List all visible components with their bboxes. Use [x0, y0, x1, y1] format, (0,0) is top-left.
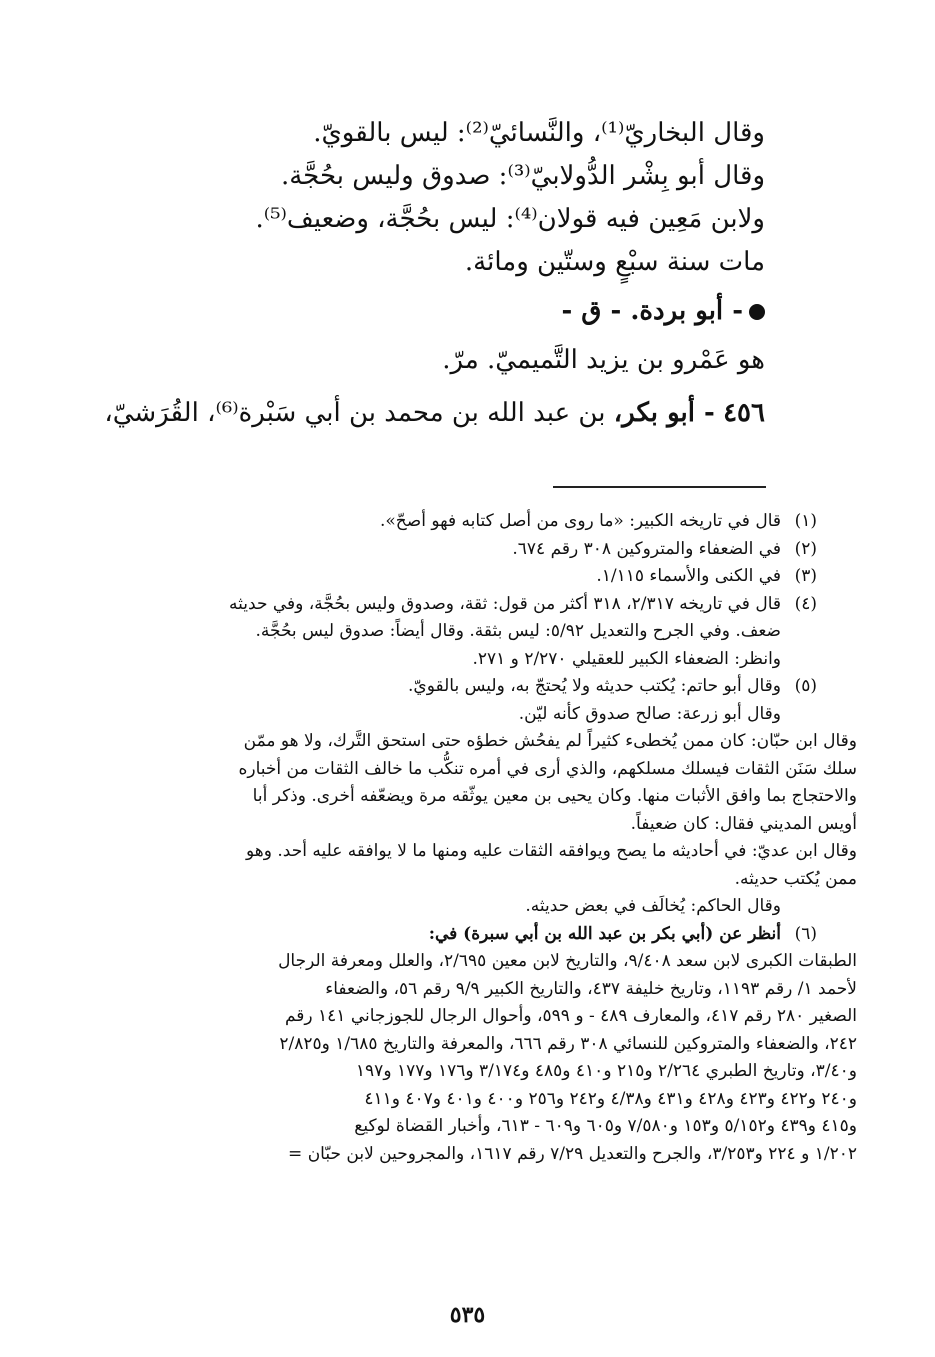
footnote-number: (٣) [794, 566, 817, 586]
footnote-line [134, 728, 857, 756]
footnote-line [134, 563, 817, 591]
footnote-line [134, 893, 817, 921]
entry-number: ٤٥٦ [723, 398, 765, 428]
page-number: ٥٣٥ [449, 1302, 486, 1328]
footnote-separator [553, 486, 766, 488]
footnote-text: وقال الحاكم: يُخالَف في بعض حديثه. [525, 896, 781, 916]
footnote-text: الطبقات الكبرى لابن سعد ٩/٤٠٨، والتاريخ لابن معين ٢/٦٩٥، والعلل ومعرفة الرجال [278, 951, 857, 971]
bullet-heading-text: - أبو بردة. - ق - [561, 296, 743, 326]
footnote-text: قال في تاريخه ٢/٣١٧، ٣١٨ أكثر من قول: ثقة، وصدوق وليس بحُجَّة، وفي حديثه [229, 593, 781, 614]
footnote-text: في الضعفاء والمتروكين ٣٠٨ رقم ٦٧٤. [512, 538, 781, 559]
main-line: مات سنة سبْعٍ وستّين ومائة. [464, 247, 765, 277]
footnote-text: و٤١٥ و٤٣٩ و٥/١٥٢ و١٥٣ و٧/٥٨٠ و٦٠٥ و٦٠٩ - ٦١٣، وأخبار القضاة لوكيع [354, 1116, 857, 1136]
footnote-text: أويس المديني فقال: كان ضعيفاً. [630, 813, 857, 834]
footnote-text: والاحتجاج بما وافق الأثبات منها. وكان يحيى بن معين يوثّقه مرة ويضعّفه أخرى. وذكر أبا [252, 786, 857, 806]
footnote-line [134, 673, 817, 701]
footnote-text: وانظر: الضعفاء الكبير للعقيلي ٢/٢٧٠ و ٢٧١. [472, 648, 781, 669]
footnote-text: سلك سَنَن الثقات فيسلك مسلكهم، والذي أرى في أمره تنكُّب ما خالف الثقات من أخباره [238, 758, 857, 779]
main-line: وقال أبو بِشْر الدُّولابيّ⁽³⁾: صدوق وليس بحُجَّة. [280, 161, 765, 191]
footnote-number: (٤) [794, 593, 817, 614]
footnote-line [134, 618, 817, 646]
footnote-line [134, 1058, 857, 1086]
footnote-line [134, 921, 817, 949]
footnote-line [134, 1141, 857, 1169]
footnotes [134, 508, 857, 1168]
footnote-text: ضعف. وفي الجرح والتعديل ٥/٩٢: ليس بثقة. وقال أيضاً: صدوق ليس بحُجَّة. [255, 621, 781, 641]
footnote-number: (٢) [794, 538, 817, 559]
footnote-line [134, 1113, 857, 1141]
bullet-heading [125, 290, 765, 333]
entry-heading [104, 392, 765, 435]
footnote-number: (٦) [794, 923, 817, 944]
footnote-text: في الكنى والأسماء ١/١١٥. [596, 566, 781, 586]
footnote-text: ١/٢٠٢ و ٢٢٤ و٣/٢٥٣، والجرح والتعديل ٧/٢٩ رقم ١٦١٧، والمجروحين لابن حبّان = [288, 1143, 857, 1164]
footnote-line [134, 508, 817, 536]
footnote-line [134, 948, 857, 976]
footnote-text: ممن يُكتب حديثه. [734, 868, 857, 889]
footnote-line [134, 838, 857, 866]
footnote-line [134, 756, 857, 784]
footnote-text: وقال ابن حبّان: كان ممن يُخطىء كثيراً لم يفحُش خطؤه حتى استحق التَّرك، ولا هو ممّن [243, 731, 857, 751]
footnote-text: وقال ابن عديّ: في أحاديثه ما يصح ويوافقه الثقات عليه ومنها ما لا يوافقه عليه أحد. وهو [246, 841, 857, 861]
footnote-number: (٥) [794, 676, 817, 696]
entry-lineage: بن عبد الله بن محمد بن أبي سَبْرة⁽⁶⁾، القُرَشيّ، [104, 398, 606, 428]
footnote-text: ٢٤٢، والضعفاء والمتروكين للنسائي ٣٠٨ رقم ٦٦٦، والمعرفة والتاريخ ١/٦٨٥ و٢/٨٢٥ [279, 1033, 857, 1054]
footnote-line [134, 701, 817, 729]
entry-name: - أبو بكر، [613, 398, 715, 428]
footnote-text: الصغير ٢٨٠ رقم ٤١٧، والمعارف ٤٨٩ - و ٥٩٩، وأحوال الرجال للجوزجاني ١٤١ رقم [284, 1006, 857, 1026]
footnote-text: أنظر عن (أبي بكر بن عبد الله بن أبي سبرة) في: [428, 923, 781, 944]
footnote-line [134, 1003, 857, 1031]
footnote-line [134, 1086, 857, 1114]
bullet-icon [749, 304, 765, 320]
footnote-text: وقال أبو حاتم: يُكتب حديثه ولا يُحتجّ به، وليس بالقويّ. [408, 676, 781, 696]
footnote-line [134, 536, 817, 564]
footnote-number: (١) [794, 511, 817, 531]
footnote-line [134, 1031, 857, 1059]
cross-reference: هو عَمْرو بن يزيد التَّميميّ. مرّ. [442, 345, 765, 375]
footnote-text: و٣/٤٠، وتاريخ الطبري ٢/٢٦٤ و٢١٥ و٤١٠ و٤٨٥ و٣/١٧٤ و١٧٦ و١٧٧ و١٩٧ [355, 1061, 857, 1081]
footnote-text: قال في تاريخه الكبير: «ما روى من أصل كتابه فهو أصحّ». [379, 511, 781, 531]
main-text [104, 112, 765, 435]
footnote-line [134, 811, 857, 839]
main-line: ولابن مَعِين فيه قولان⁽⁴⁾: ليس بحُجَّة، وضعيف⁽⁵⁾. [255, 204, 765, 234]
footnote-line [134, 646, 817, 674]
main-line: وقال البخاريّ⁽¹⁾، والنَّسائيّ⁽²⁾: ليس بالقويّ. [313, 118, 765, 148]
footnote-text: وقال أبو زرعة: صالح صدوق كأنه ليّن. [518, 703, 781, 724]
footnote-line [134, 783, 857, 811]
footnote-text: لأحمد ١/ رقم ١١٩٣، وتاريخ خليفة ٤٣٧، والتاريخ الكبير ٩/٩ رقم ٥٦، والضعفاء [325, 978, 857, 999]
footnote-line [134, 976, 857, 1004]
footnote-line [134, 591, 817, 619]
footnote-line [134, 866, 857, 894]
footnote-text: و٢٤٠ و٤٢٢ و٤٢٣ و٤٢٨ و٤٣١ و٤/٣٨ و٢٤٢ و٢٥٦ و٤٠٠ و٤٠١ و٤٠٧ و٤١١ [364, 1088, 857, 1109]
